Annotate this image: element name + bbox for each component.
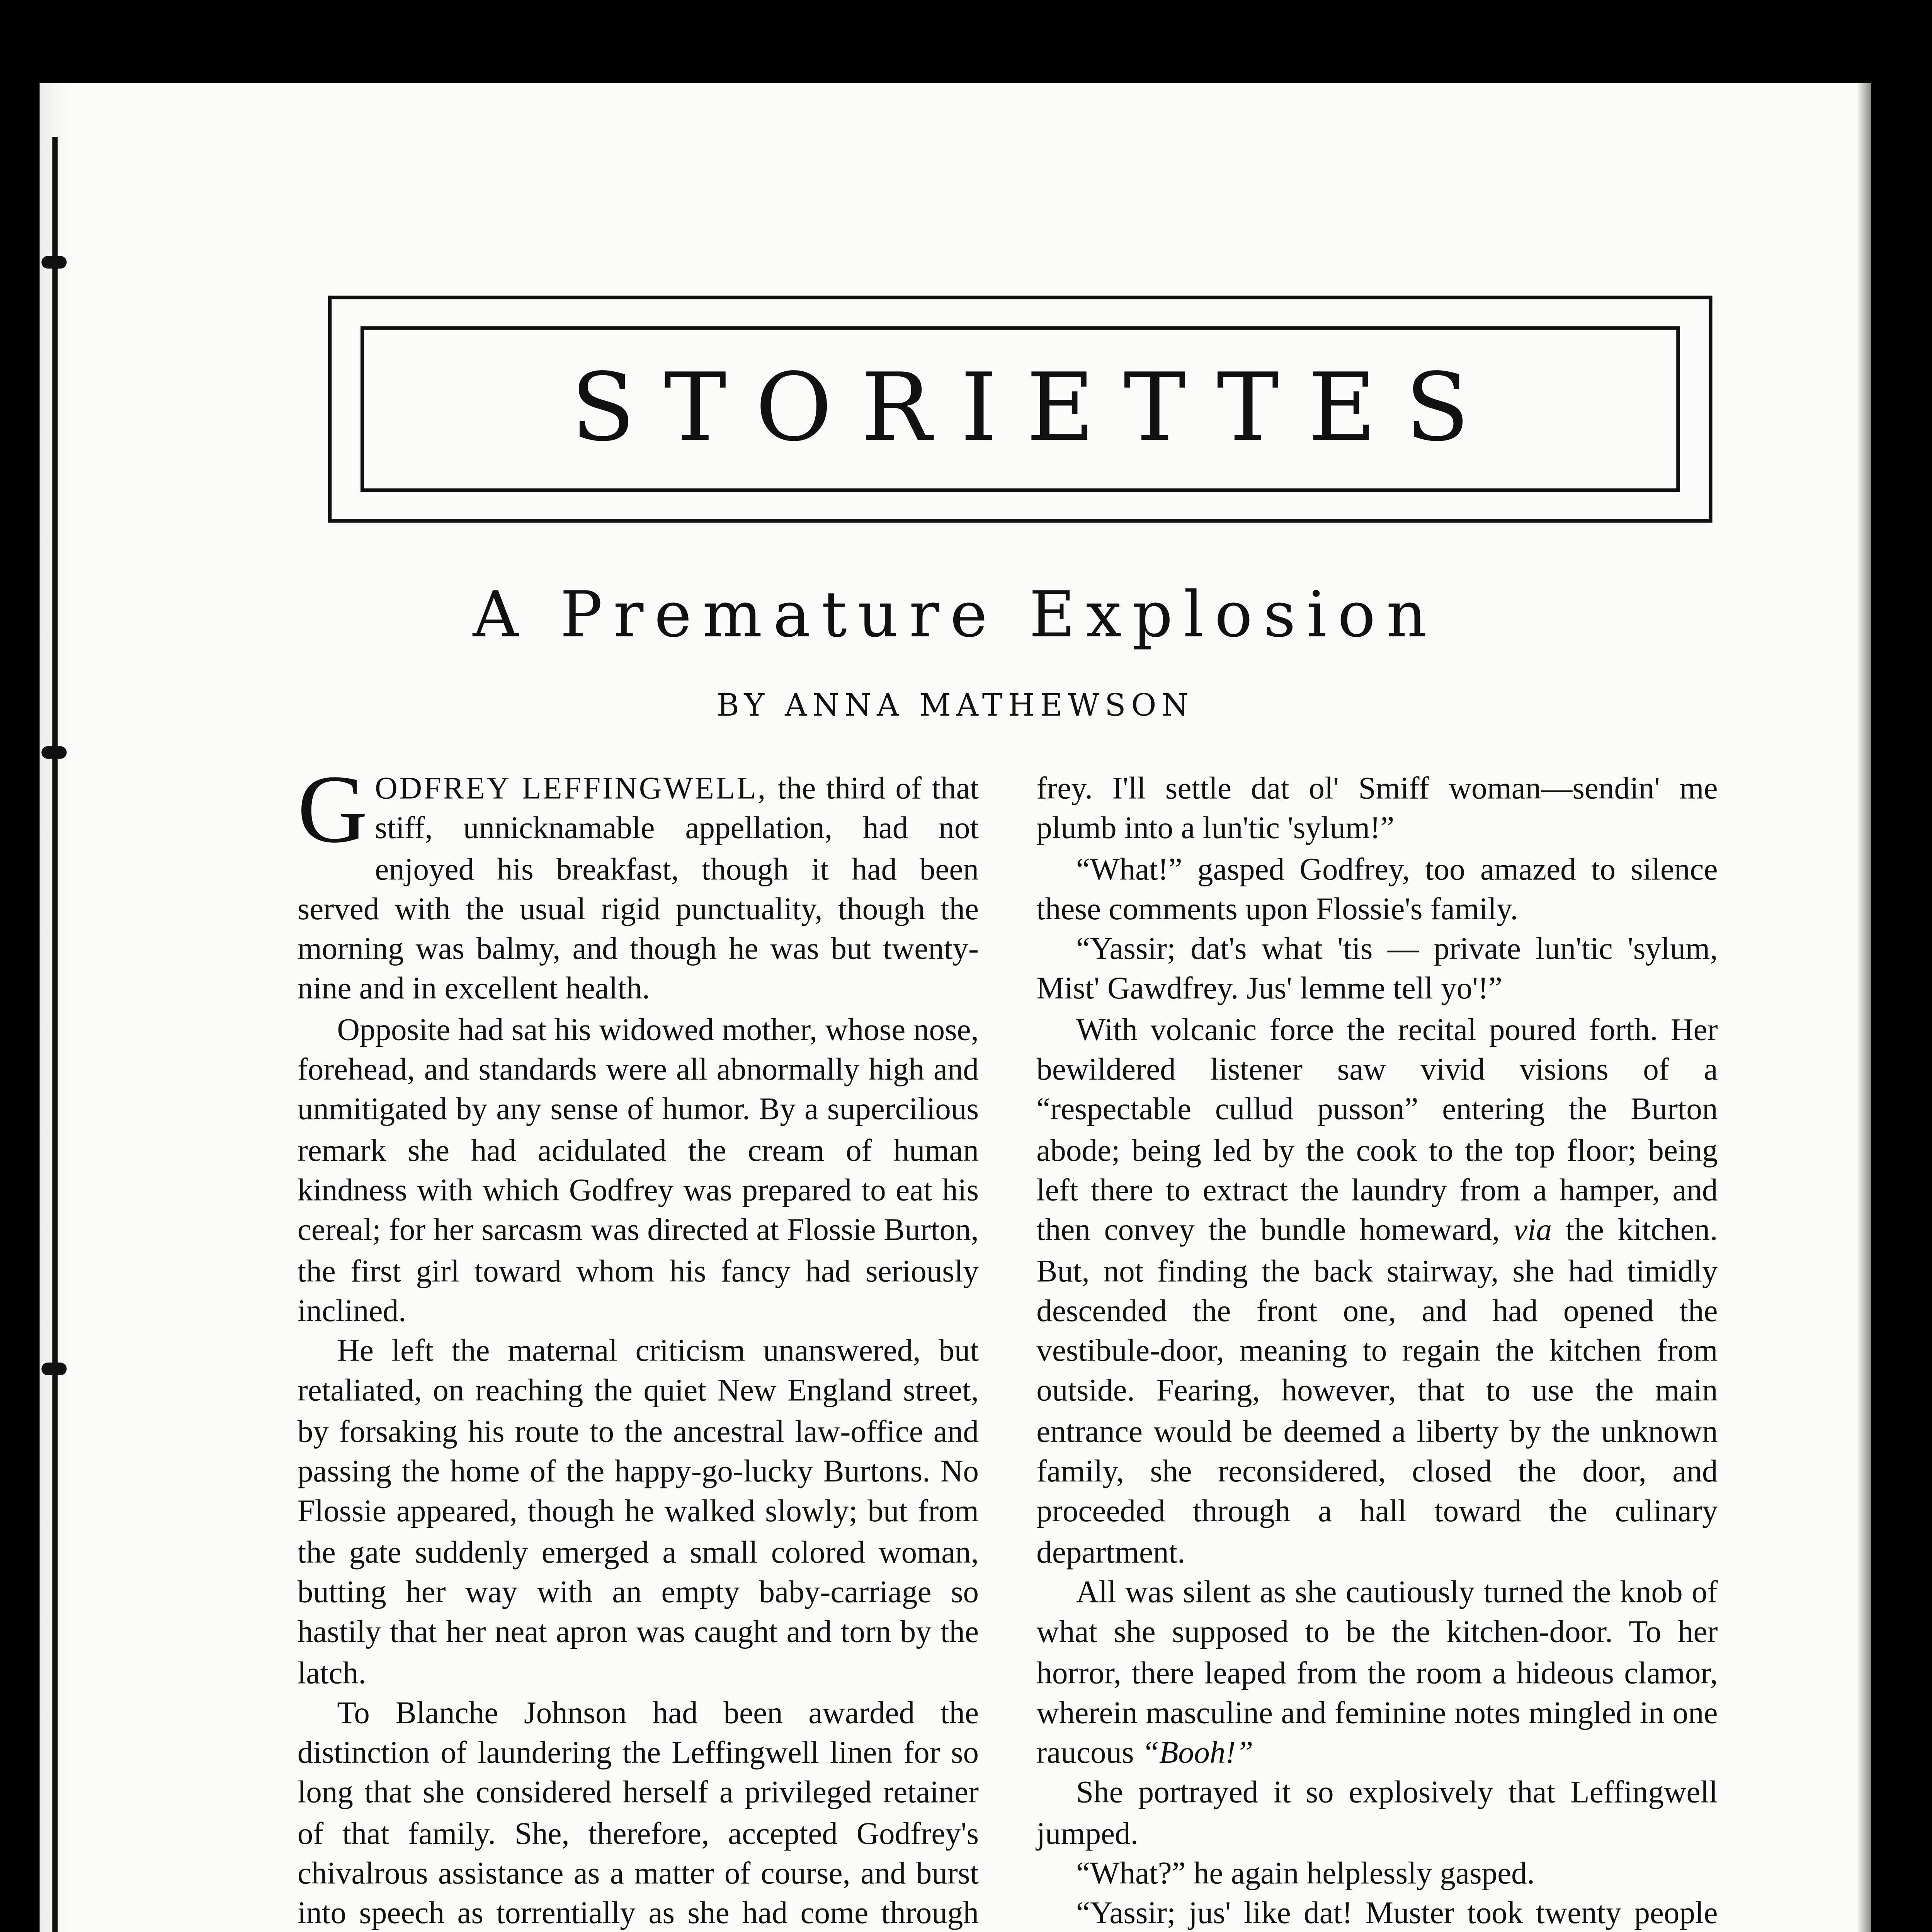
paragraph: Opposite had sat his widowed mother, whose nose, forehead, and standards were all abnormally high and unmitigated by any sense of humor. By a supercilious remark she had acidulated the cream of human kindness with which Godfrey was prepared to eat his cereal; for her sarcasm was directed at Flossie Burton, the first girl toward whom his fancy had seriously inclined.: [297, 1010, 979, 1328]
italic-word: via: [1513, 1211, 1552, 1248]
opening-name: ODFREY LEFFINGWELL,: [375, 769, 767, 806]
paragraph: “Yassir; dat's what 'tis — private lun'tic 'sylum, Mist' Gawdfrey. Jus' lemme tell yo'!”: [1036, 930, 1718, 1007]
paragraph: [1036, 1009, 1718, 1571]
paragraph: [297, 755, 979, 1009]
paragraph-text: With volcanic force the recital poured forth. Her bewildered listener saw vivid visions of a “respectable cullud pusson” entering the Burton abode; being led by the cook to the top floor; being left there to extract the laundry from a hamper, and then convey the bundle homeward,: [1036, 1010, 1718, 1248]
binding-knot: [41, 256, 66, 269]
binding-thread: [52, 137, 58, 1932]
binding-knot: [41, 1362, 66, 1375]
magazine-page: [40, 83, 1871, 1932]
byline: BY ANNA MATHEWSON: [716, 688, 1194, 725]
paragraph: “Yassir; jus' like dat! Muster took twenty people: [1076, 1895, 1718, 1931]
paragraph: “What!” gasped Godfrey, too amazed to silence these comments upon Flossie's family.: [1036, 850, 1718, 927]
section-title: STORIETTES: [571, 355, 1498, 463]
page-edge-shadow: [1857, 83, 1871, 1932]
drop-cap: G: [297, 755, 368, 864]
story-title: A Premature Explosion: [473, 580, 1438, 653]
paragraph: To Blanche Johnson had been awarded the distinction of laundering the Leffingwell linen for so long that she considered herself a privileged retainer of that family. She, therefore, accepted Godfrey's chivalrous assistance as a matter of course, and burst into speech as torrentially as she had come through: [297, 1694, 979, 1931]
paragraph: [1036, 1571, 1718, 1772]
binding-knot: [41, 746, 66, 759]
paragraph: He left the maternal criticism unanswered, but retaliated, on reaching the quiet New England street, by forsaking his route to the ancestral law-office and passing the home of the happy-go-lucky Burtons. No Flossie appeared, though he walked slowly; but from the gate suddenly emerged a small colored woman, butting her way with an empty baby-carriage so hastily that her neat apron was caught and torn by the latch.: [297, 1332, 979, 1690]
paragraph-text: All was silent as she cautiously turned the knob of what she supposed to be the kitchen-door. To her horror, there leaped from the room a hideous clamor, wherein masculine and feminine notes mingled in one raucous: [1036, 1573, 1718, 1770]
paragraph: “What?” he again helplessly gasped.: [1076, 1854, 1535, 1891]
text-column-left: [297, 755, 979, 1932]
paragraph-text: the kitchen. But, not finding the back stairway, she had timidly descended the front one, and had opened the vestibule-door, meaning to regain the kitchen from outside. Fearing, however, that to use the main entrance would be deemed a liberty by the unknown family, she reconsidered, closed the door, and proceeded through a hall toward the culinary department.: [1036, 1211, 1718, 1570]
text-column-right: [1036, 768, 1718, 1932]
paragraph: She portrayed it so explosively that Leffingwell jumped.: [1036, 1774, 1718, 1851]
section-header-inner-frame: [361, 326, 1680, 492]
paragraph: frey. I'll settle dat ol' Smiff woman—sendin' me plumb into a lun'tic 'sylum!”: [1036, 769, 1718, 846]
paragraph-text: the third of that stiff, unnicknamable appellation, had not enjoyed his breakfast, though it had been served with the usual rigid punctuality, though the morning was balmy, and though he was but twenty-nine and in excellent health.: [297, 769, 979, 1007]
section-header-frame: [328, 296, 1713, 523]
italic-exclamation: “Booh!”: [1141, 1734, 1253, 1770]
